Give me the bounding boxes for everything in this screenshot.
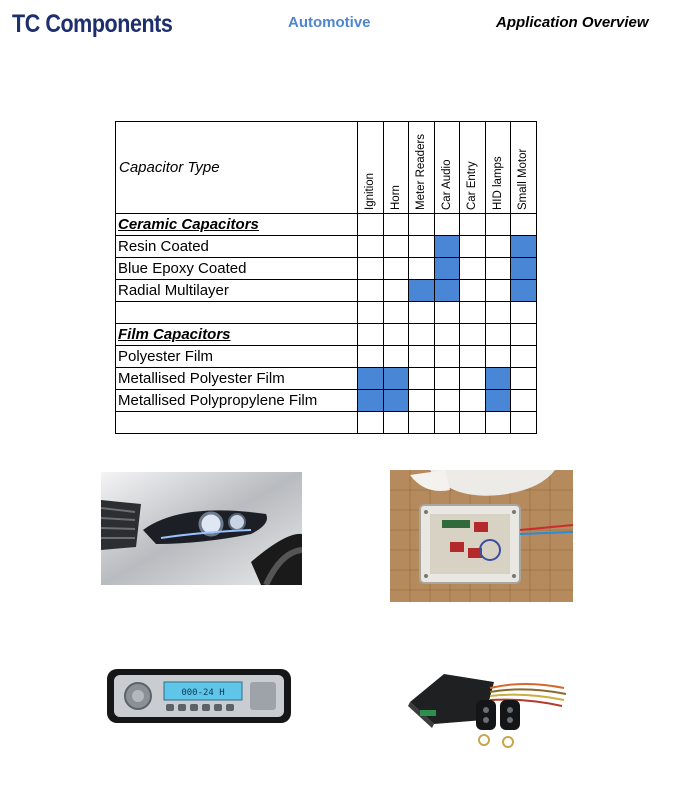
brand-logo: TC Components: [12, 10, 173, 38]
group-header-row: [116, 324, 537, 346]
application-mark-cell: [358, 368, 384, 390]
capacitor-type-label: [116, 302, 358, 324]
empty-cell: [358, 346, 384, 368]
capacitor-type-header: Capacitor Type: [116, 122, 358, 214]
application-mark-cell: [383, 390, 409, 412]
empty-cell: [409, 368, 435, 390]
page-title: Application Overview: [496, 14, 649, 31]
table-row: [116, 236, 537, 258]
empty-cell: [383, 412, 409, 434]
empty-cell: [485, 214, 511, 236]
empty-cell: [434, 324, 460, 346]
empty-cell: [485, 412, 511, 434]
empty-cell: [511, 214, 537, 236]
empty-cell: [383, 346, 409, 368]
circuit-box-photo: [390, 470, 573, 602]
empty-cell: [485, 346, 511, 368]
column-header-car-entry: [460, 122, 486, 214]
column-header-label: Car Entry: [466, 161, 479, 210]
empty-cell: [511, 346, 537, 368]
empty-cell: [511, 368, 537, 390]
empty-cell: [511, 390, 537, 412]
empty-cell: [511, 412, 537, 434]
empty-cell: [409, 302, 435, 324]
empty-cell: [409, 346, 435, 368]
capacitor-type-label: Blue Epoxy Coated: [116, 258, 358, 280]
empty-cell: [383, 258, 409, 280]
empty-cell: [460, 346, 486, 368]
column-header-label: HID lamps: [491, 156, 504, 210]
capacitor-type-label: Resin Coated: [116, 236, 358, 258]
empty-cell: [358, 302, 384, 324]
empty-cell: [511, 324, 537, 346]
empty-cell: [460, 412, 486, 434]
empty-cell: [460, 324, 486, 346]
application-mark-cell: [511, 258, 537, 280]
application-mark-cell: [383, 368, 409, 390]
empty-cell: [485, 236, 511, 258]
empty-cell: [460, 302, 486, 324]
table-row: [116, 368, 537, 390]
empty-cell: [460, 368, 486, 390]
empty-cell: [383, 236, 409, 258]
column-header-label: Meter Readers: [415, 133, 428, 210]
column-header-horn: [383, 122, 409, 214]
application-mark-cell: [358, 390, 384, 412]
empty-cell: [434, 368, 460, 390]
empty-cell: [383, 280, 409, 302]
car-audio-photo: [106, 668, 292, 724]
section-title: Automotive: [288, 14, 371, 31]
group-label: Film Capacitors: [116, 324, 358, 346]
application-mark-cell: [485, 368, 511, 390]
empty-cell: [409, 214, 435, 236]
application-mark-cell: [434, 258, 460, 280]
empty-cell: [460, 236, 486, 258]
empty-cell: [434, 214, 460, 236]
column-header-ignition: [358, 122, 384, 214]
application-table: [115, 121, 537, 434]
empty-cell: [485, 258, 511, 280]
empty-cell: [409, 236, 435, 258]
group-label: Ceramic Capacitors: [116, 214, 358, 236]
empty-cell: [383, 324, 409, 346]
application-mark-cell: [434, 236, 460, 258]
empty-cell: [460, 280, 486, 302]
table-row: [116, 258, 537, 280]
empty-cell: [409, 258, 435, 280]
empty-cell: [485, 280, 511, 302]
empty-cell: [383, 302, 409, 324]
empty-cell: [358, 258, 384, 280]
empty-cell: [409, 324, 435, 346]
application-mark-cell: [434, 280, 460, 302]
empty-cell: [460, 214, 486, 236]
empty-cell: [460, 258, 486, 280]
capacitor-type-label: Polyester Film: [116, 346, 358, 368]
car-entry-remote-photo: [404, 662, 570, 754]
table-row: [116, 302, 537, 324]
empty-cell: [409, 412, 435, 434]
column-header-label: Ignition: [364, 172, 377, 210]
empty-cell: [511, 302, 537, 324]
empty-cell: [434, 412, 460, 434]
empty-cell: [434, 390, 460, 412]
empty-cell: [358, 324, 384, 346]
empty-cell: [434, 346, 460, 368]
column-header-label: Car Audio: [440, 159, 453, 210]
capacitor-type-label: Metallised Polypropylene Film: [116, 390, 358, 412]
empty-cell: [485, 324, 511, 346]
table-row: [116, 412, 537, 434]
empty-cell: [485, 302, 511, 324]
radio-display-text: 000-24 H: [181, 688, 225, 698]
empty-cell: [460, 390, 486, 412]
column-header-small-motor: [511, 122, 537, 214]
column-header-label: Horn: [389, 185, 402, 210]
group-header-row: [116, 214, 537, 236]
column-header-car-audio: [434, 122, 460, 214]
column-header-meter-readers: [409, 122, 435, 214]
empty-cell: [358, 236, 384, 258]
capacitor-type-label: Radial Multilayer: [116, 280, 358, 302]
capacitor-type-label: [116, 412, 358, 434]
column-header-hid-lamps: [485, 122, 511, 214]
empty-cell: [409, 390, 435, 412]
application-mark-cell: [511, 280, 537, 302]
table-header-row: [116, 122, 537, 214]
empty-cell: [383, 214, 409, 236]
empty-cell: [358, 280, 384, 302]
empty-cell: [358, 214, 384, 236]
application-mark-cell: [409, 280, 435, 302]
application-mark-cell: [485, 390, 511, 412]
headlight-photo: [101, 472, 302, 585]
empty-cell: [434, 302, 460, 324]
empty-cell: [358, 412, 384, 434]
table-row: [116, 346, 537, 368]
capacitor-type-label: Metallised Polyester Film: [116, 368, 358, 390]
table-row: [116, 280, 537, 302]
column-header-label: Small Motor: [517, 148, 530, 210]
application-mark-cell: [511, 236, 537, 258]
table-row: [116, 390, 537, 412]
